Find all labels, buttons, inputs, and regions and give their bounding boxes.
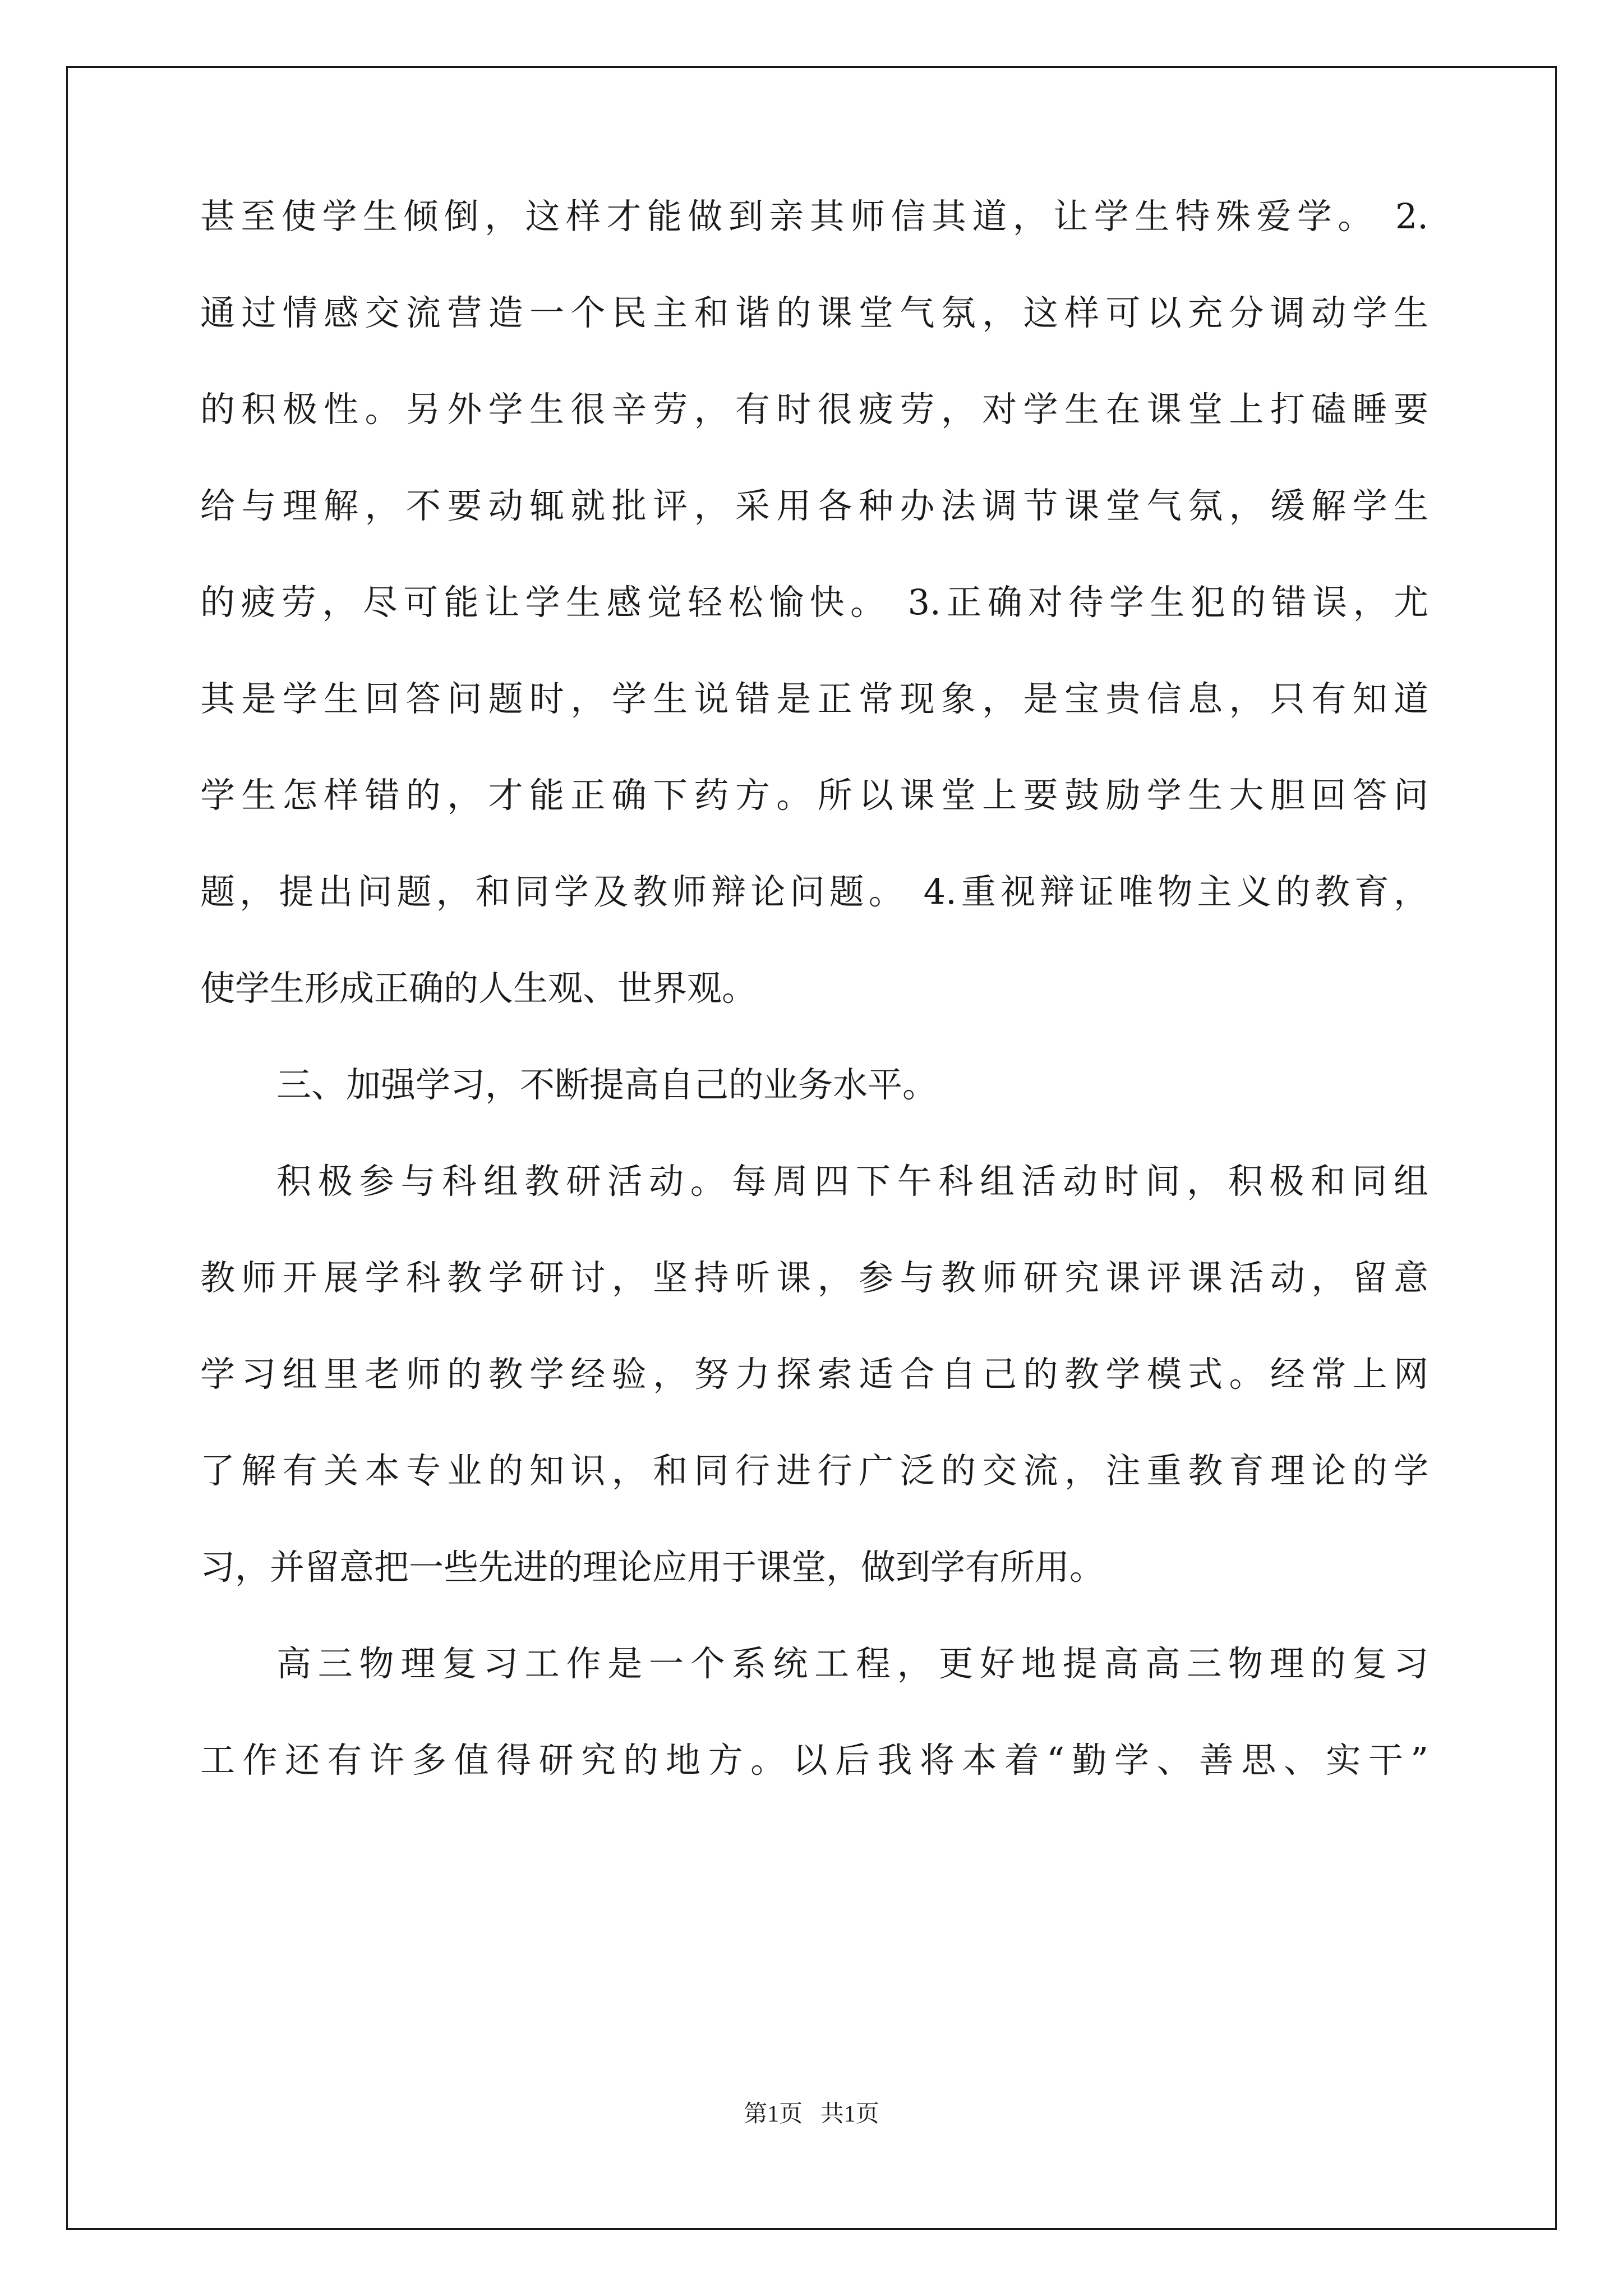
text-line: 题，提出问题，和同学及教师辩论问题。 4.重视辩证唯物主义的教育， xyxy=(200,871,1428,912)
text-line: 高三物理复习工作是一个系统工程，更好地提高高三物理的复习 xyxy=(276,1643,1428,1684)
text-line: 通过情感交流营造一个民主和谐的课堂气氛，这样可以充分调动学生 xyxy=(200,292,1428,333)
page-total: 共1页 xyxy=(820,2101,879,2127)
text-line: 学习组里老师的教学经验，努力探索适合自己的教学模式。经常上网 xyxy=(200,1354,1428,1395)
page-number: 第1页 xyxy=(744,2101,803,2127)
text-line: 习，并留意把一些先进的理论应用于课堂，做到学有所用。 xyxy=(200,1547,1105,1588)
text-line: 的疲劳，尽可能让学生感觉轻松愉快。 3.正确对待学生犯的错误，尤 xyxy=(200,582,1428,623)
text-line: 其是学生回答问题时，学生说错是正常现象，是宝贵信息，只有知道 xyxy=(200,678,1428,719)
text-line: 教师开展学科教学研讨，坚持听课，参与教师研究课评课活动，留意 xyxy=(200,1257,1428,1298)
text-line: 学生怎样错的，才能正确下药方。所以课堂上要鼓励学生大胆回答问 xyxy=(200,775,1428,816)
text-line: 给与理解，不要动辄就批评，采用各种办法调节课堂气氛，缓解学生 xyxy=(200,485,1428,526)
text-line: 的积极性。另外学生很辛劳，有时很疲劳，对学生在课堂上打磕睡要 xyxy=(200,389,1428,430)
document-body xyxy=(200,168,1428,1809)
text-line: 积极参与科组教研活动。每周四下午科组活动时间，积极和同组 xyxy=(276,1161,1428,1202)
page-footer xyxy=(0,2095,1623,2129)
text-line: 工作还有许多值得研究的地方。以后我将本着“勤学、善思、实干” xyxy=(200,1740,1428,1780)
text-line: 了解有关本专业的知识，和同行进行广泛的交流，注重教育理论的学 xyxy=(200,1450,1428,1491)
text-line: 甚至使学生倾倒，这样才能做到亲其师信其道，让学生特殊爱学。 2. xyxy=(200,196,1428,237)
section-heading: 三、加强学习，不断提高自己的业务水平。 xyxy=(276,1064,938,1105)
text-line: 使学生形成正确的人生观、世界观。 xyxy=(200,968,757,1009)
